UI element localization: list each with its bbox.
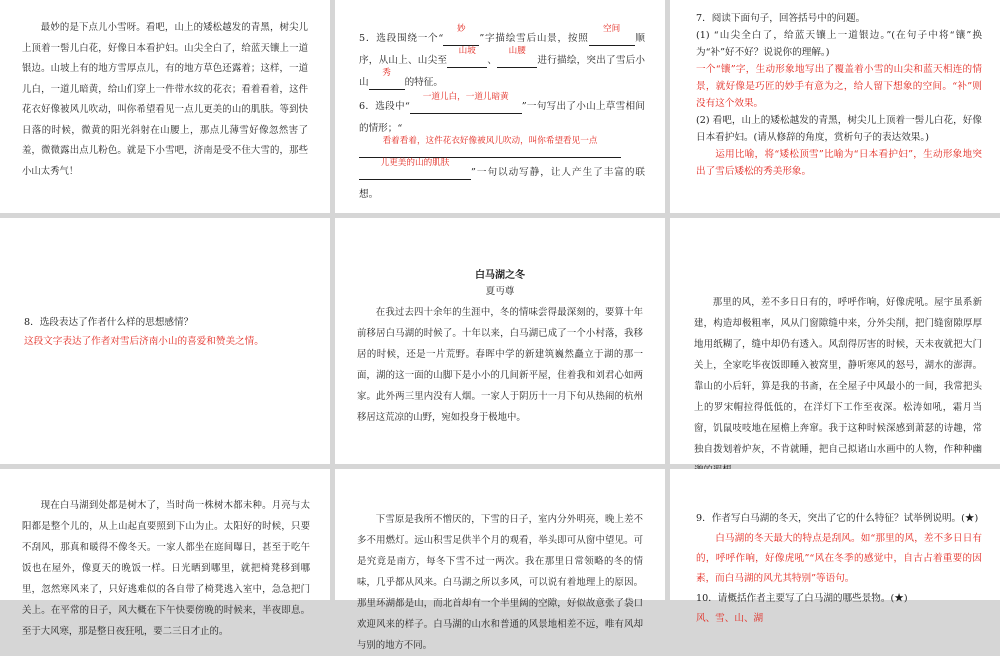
q5-answer-4: 山腰 (508, 46, 526, 56)
article-paragraph-4: 下雪原是我所不憎厌的，下雪的日子，室内分外明亮，晚上差不多不用燃灯。远山积雪足供半个月的观看，举头即可从窗中望见。可是究竟是南方，每冬下雪不过一两次。我在那里日常领略的冬的情味，几乎都从风来。白马湖之所以多风，可以说有着地理上的原因。那里环湖都是山，而北首却有一个半里阔的空隙，好似故意张了袋口欢迎风来的样子。白马湖的山水和普通的风景地相差不远，唯有风却与别的地方不同。 (357, 514, 643, 651)
page-6-article-wind (670, 218, 1000, 464)
q6-blank-1 (410, 92, 522, 114)
article-paragraph-1: 在我过去四十余年的生涯中，冬的情味尝得最深刻的，要算十年前移居白马湖的时候了。十年以来，白马湖已成了一个小村落，我移居的时候，还是一片荒野。春晖中学的新建筑巍然矗立于湖的那一面，湖的这一面的山脚下是小小的几间新平屋，住着我和刘君心如两家。此外两三里内没有人烟。一家人于阴历十一月下旬从热闹的杭州移居这荒凉的山野，宛如投身于极地中。 (357, 307, 643, 423)
q6-blank-3 (359, 158, 471, 180)
article-title: 白马湖之冬 (475, 270, 525, 281)
q7-2-question: (2) 看吧，山上的矮松越发的青黑，树尖儿上顶着一髻儿白花，好像日本看护妇。(请从修辞的角度，赏析句子的表达效果。) (696, 115, 982, 143)
q5-blank-2 (589, 24, 635, 46)
q5-blank-3 (447, 46, 487, 68)
q5-blank-5 (369, 68, 405, 90)
q6-text-2: ”一句写出了小山上草雪相间的情形；“ (359, 101, 645, 134)
q8-question: 8．选段表达了作者什么样的思想感情？ (24, 317, 194, 328)
q5-answer-3: 山坡 (458, 46, 476, 56)
q5-answer-2: 空间 (603, 24, 621, 34)
question-5 (359, 24, 646, 94)
q7-title: 7．阅读下面句子，回答括号中的问题。 (696, 13, 866, 24)
q5-blank-1 (443, 24, 479, 46)
q7-1-answer: 一个“镶”字，生动形象地写出了覆盖着小雪的山尖和蓝天相连的情景，就好像是巧匠的妙手有意为之，给人留下想象的空间。“补”则没有这个效果。 (696, 64, 982, 109)
q5-answer-5: 秀 (382, 68, 391, 78)
q6-answer-1: 一道儿白，一道儿暗黄 (422, 92, 509, 102)
q6-answer-2-line-2: 儿更美的山的肌肤 (380, 158, 450, 168)
excerpt-paragraph: 最妙的是下点儿小雪呀。看吧，山上的矮松越发的青黑，树尖儿上顶着一髻儿白花，好像日本看护妇。山尖全白了，给蓝天镶上一道银边。山坡上有的地方雪厚点儿，有的地方草色还露着；这样，一道儿白，一道儿暗黄，给山们穿上一件带水纹的花衣；看着看着，这件花衣好像被风儿吹动，叫你希望看见一点儿更美的山的肌肤。等到快日落的时候，微黄的阳光斜射在山腰上，那点儿薄雪好像忽然害了羞，微微露出点儿粉色。就是下小雪吧，济南是受不住大雪的，那些小山太秀气！ (22, 22, 308, 177)
q9-question: 9．作者写白马湖的冬天，突出了它的什么特征？试举例说明。(★) (696, 513, 979, 524)
q5-sep: 、 (487, 55, 498, 66)
page-1-excerpt (0, 0, 330, 213)
article-paragraph-3: 现在白马湖到处都是树木了，当时尚一株树木都未种。月亮与太阳都是整个儿的，从上山起直要照到下山为止。太阳好的时候，只要不刮风，那真和暖得不像冬天。一家人都坐在庭间曝日，甚至于吃午饭也在屋外，像夏天的晚饭一样。日光晒到哪里，就把椅凳移到哪里，忽然寒风来了，只好逃难似的各自带了椅凳逃入室中，急急把门关上。在平常的日子，风大概在下午快要傍晚的时候来，半夜即息。至于大风寒，那是整日夜狂吼，要二三日才止的。 (22, 500, 310, 637)
page-9-questions-9-10 (670, 469, 1000, 624)
q6-text-3: ”一句以动写静，让人产生了丰富的联想。 (359, 167, 645, 200)
q7-1-question: (1) “山尖全白了，给蓝天镶上一道银边。”(在句子中将“镶”换为“补”好不好？说说你的理解。) (696, 30, 982, 58)
q6-answer-2-line-1: 看着看着，这件花衣好像被风儿吹动，叫你希望看见一点 (382, 136, 598, 146)
q8-answer: 这段文字表达了作者对雪后济南小山的喜爱和赞美之情。 (24, 335, 264, 347)
q10-answer: 风、雪、山、湖 (696, 613, 764, 624)
q6-text-1: 6．选段中“ (359, 101, 410, 112)
page-7-article-sun (0, 469, 330, 637)
q5-text-5: 的特征。 (404, 77, 443, 88)
q5-blank-4 (497, 46, 537, 68)
q6-blank-2 (359, 136, 621, 158)
page-3-question-7 (670, 0, 1000, 213)
q5-text-1: 5．选段围绕一个“ (359, 33, 444, 44)
q7-2-answer: 运用比喻，将“矮松顶雪”比喻为“日本看护妇”，生动形象地突出了雪后矮松的秀美形象。 (696, 149, 982, 177)
q5-text-3: 顺序，从山上、山尖至 (359, 33, 646, 66)
q9-answer: 白马湖的冬天最大的特点是刮风。如“那里的风，差不多日日有的，呼呼作响，好像虎吼”“风在冬季的感觉中，自古占着重要的因素，而白马湖的风尤其特别”等语句。 (696, 533, 982, 584)
question-6 (359, 92, 645, 206)
q5-answer-1: 妙 (457, 24, 466, 34)
q10-question: 10．请概括作者主要写了白马湖的哪些景物。(★) (696, 593, 908, 604)
page-4-question-8 (0, 218, 330, 464)
page-8-article-snow (335, 469, 665, 651)
q5-text-2: ”字描绘雪后山景，按照 (479, 33, 589, 44)
q5-text-4: 进行描绘，突出了雪后小山 (359, 55, 646, 88)
article-author: 夏丏尊 (485, 286, 515, 297)
page-5-article-start (335, 218, 665, 464)
page-2-questions-5-6 (335, 0, 665, 213)
article-paragraph-2: 那里的风，差不多日日有的，呼呼作响，好像虎吼。屋宇虽系新建，构造却极粗率，风从门窗隙缝中来，分外尖削，把门缝窗隙厚厚地用纸糊了，缝中却仍有透入。风刮得厉害的时候，天未夜就把大门关上，全家吃毕夜饭即睡入被窝里，静听寒风的怒号，湖水的澎湃。靠山的小后轩，算是我的书斋，在全屋子中风最小的一间，我常把头上的罗宋帽拉得低低的，在洋灯下工作至夜深。松涛如吼，霜月当窗，饥鼠吱吱地在屋檐上奔窜。我于这种时候深感到萧瑟的诗趣，常独自拨划着炉灰，不肯就睡，把自己拟诸山水画中的人物，作种种幽 (694, 297, 982, 455)
